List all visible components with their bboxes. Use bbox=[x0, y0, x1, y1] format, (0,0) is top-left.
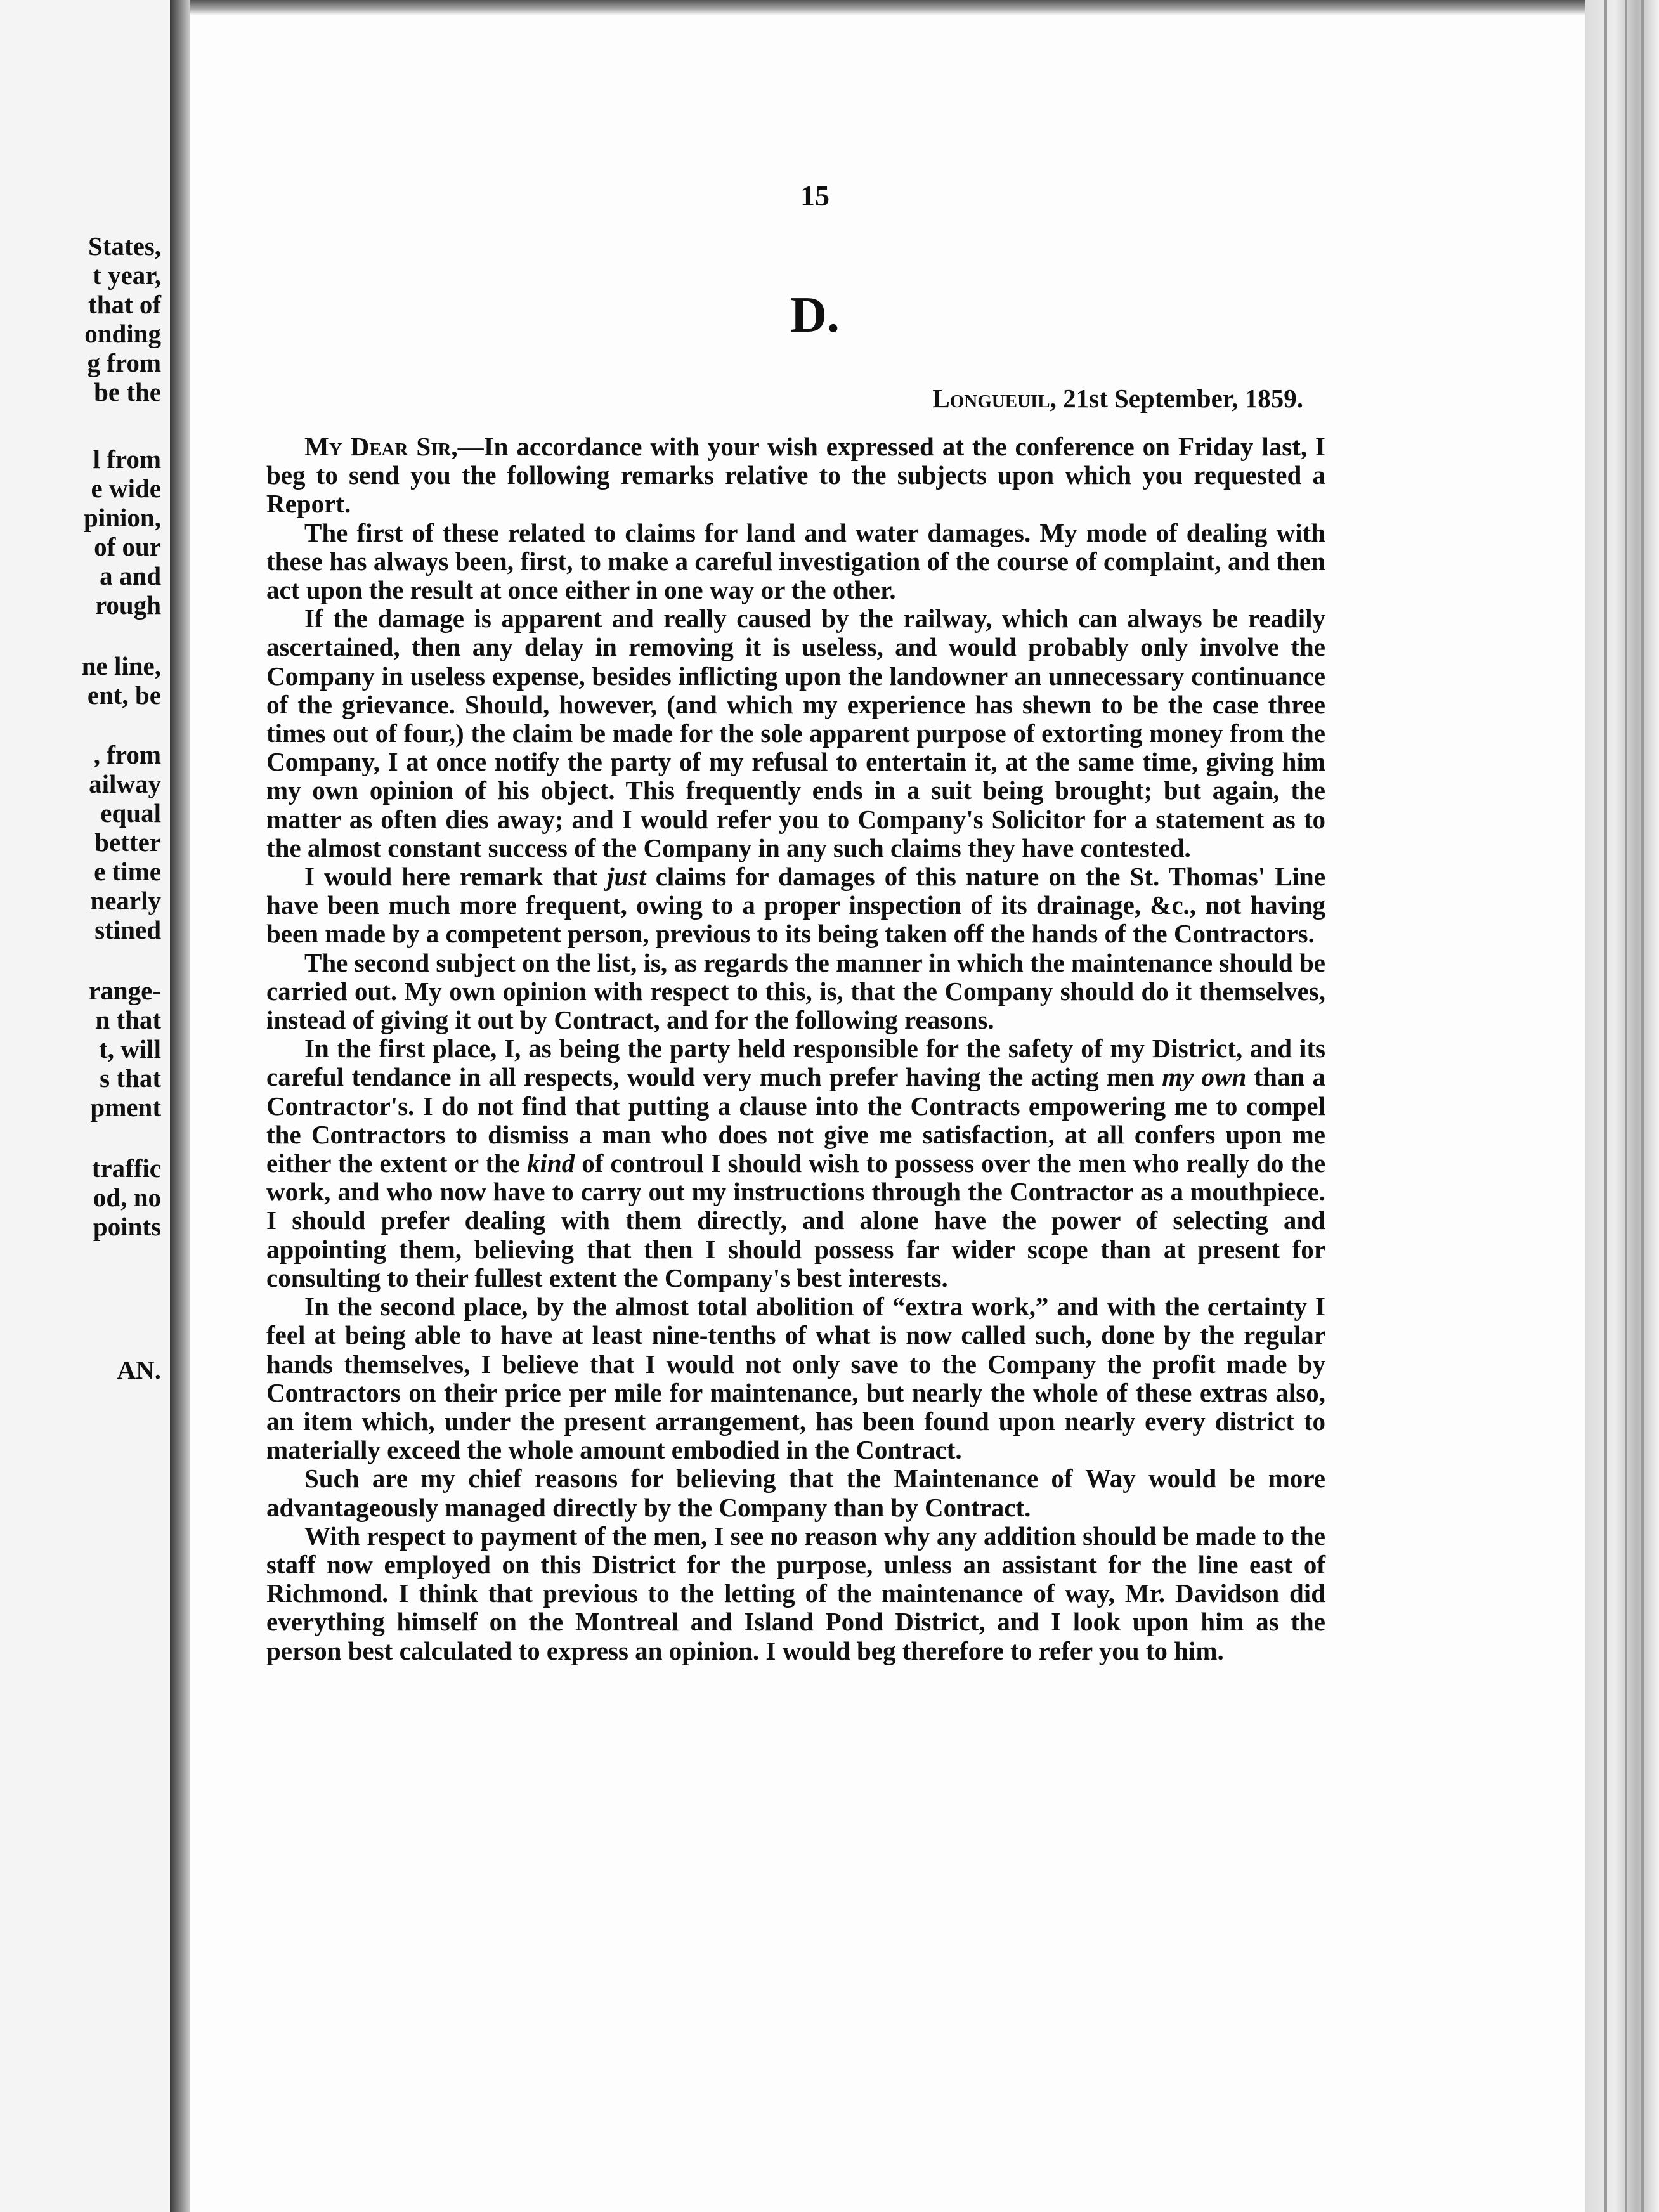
paragraph-text: than a Contractor's. I do not find that putting a clause into the Contracts empowering me to compel the Contractors to dismiss a man who does not give me satisfaction, at all confers upon me either the extent or the bbox=[266, 1062, 1326, 1178]
paragraph-chief-reasons: Such are my chief reasons for believing that the Maintenance of Way would be more advantageously managed directly by the Company than by Contract. bbox=[266, 1464, 1325, 1522]
page-top-edge bbox=[190, 0, 1585, 15]
facing-page-line: equal bbox=[100, 798, 161, 828]
paragraph-text: claims for damages of this nature on the St. Thomas' Line have been much more frequent, owing to a proper inspection of its drainage, &c., not having been made by a competent person, previous to its being taken off the hands of the Contractors. bbox=[266, 862, 1326, 949]
salutation: My Dear Sir, bbox=[304, 432, 458, 461]
paragraph-text: In the first place, I, as being the party held responsible for the safety of my District, and its careful tendance in all respects, would very much prefer having the acting men bbox=[266, 1034, 1325, 1092]
paragraph-payment-of-men: With respect to payment of the men, I see no reason why any addition should be made to the staff now employed on this District for the purpose, unless an assistant for the line east of Richmond. I think that previous to the letting of the maintenance of way, Mr. Davidson did everything himself on the Montreal and Island Pond District, and I look upon him as the person best calculated to express an opinion. I would beg therefore to refer you to him. bbox=[266, 1521, 1325, 1665]
paragraph-salutation bbox=[266, 433, 1325, 519]
facing-page-line: ailway bbox=[89, 769, 161, 798]
facing-page-line: stined bbox=[94, 915, 161, 944]
book-gutter bbox=[170, 0, 190, 2212]
facing-page-line: ne line, bbox=[81, 651, 161, 680]
facing-page-line: traffic bbox=[91, 1154, 161, 1183]
page-number: 15 bbox=[800, 179, 829, 212]
facing-page-line: range- bbox=[89, 976, 161, 1005]
facing-page-line: AN. bbox=[117, 1355, 161, 1384]
facing-page-line: n that bbox=[95, 1005, 161, 1034]
facing-page-line: e wide bbox=[91, 474, 161, 503]
paragraph-land-water-damages: The first of these related to claims for land and water damages. My mode of dealing with these has always been, first, to make a careful investigation of the course of complaint, and then act upon the result at once either in one way or the other. bbox=[266, 517, 1325, 605]
section-heading: D. bbox=[790, 287, 840, 343]
facing-page-line: rough bbox=[94, 590, 161, 620]
facing-page-line: g from bbox=[87, 348, 161, 377]
facing-page-line: States, bbox=[88, 231, 161, 261]
facing-page-line: better bbox=[94, 828, 161, 857]
dateline-place: Longueuil, bbox=[932, 384, 1057, 413]
facing-page-line: nearly bbox=[90, 886, 161, 915]
facing-page-line: be the bbox=[94, 377, 161, 407]
letter-body bbox=[266, 433, 1325, 1665]
facing-page-line: of our bbox=[94, 532, 161, 561]
facing-page-line: a and bbox=[100, 561, 161, 590]
facing-page-line: s that bbox=[100, 1064, 161, 1093]
dateline bbox=[812, 383, 1303, 413]
facing-page-line: pinion, bbox=[84, 503, 161, 532]
emphasis-text: kind bbox=[527, 1148, 575, 1178]
facing-page-line: points bbox=[93, 1212, 161, 1241]
paragraph-st-thomas-line bbox=[266, 862, 1325, 949]
paragraph-text: —In accordance with your wish expressed at the conference on Friday last, I beg to send you the following remarks relative to the subjects upon which you requested a Report. bbox=[266, 432, 1325, 519]
facing-page-line: , from bbox=[93, 740, 161, 769]
emphasis-text: my own bbox=[1162, 1062, 1247, 1092]
facing-page-line: t year, bbox=[93, 261, 161, 290]
facing-page-line: that of bbox=[88, 290, 161, 319]
facing-page-line: pment bbox=[90, 1093, 161, 1122]
page-stack-edge bbox=[1585, 0, 1659, 2212]
facing-page-line: e time bbox=[94, 857, 161, 886]
paragraph-second-place: In the second place, by the almost total abolition of “extra work,” and with the certainty I feel at being able to have at least nine-tenths of what is now called such, done by the regular hands themselves, I believe that I would not only save to the Company the profit made by Contractors on their price per mile for maintenance, but nearly the whole of these extras also, an item which, under the present arrangement, has been found upon nearly every district to materially exceed the whole amount embodied in the Contract. bbox=[266, 1292, 1325, 1465]
paragraph-apparent-damage: If the damage is apparent and really caused by the railway, which can always be readily ascertained, then any delay in removing it is useless, and would probably only involve the Company in useless expense, besides inflicting upon the landowner an unnecessary continuance of the grievance. Should, however, (and which my experience has shewn to be the case three times out of four,) the claim be made for the sole apparent purpose of extorting money from the Company, I at once notify the party of my refusal to entertain it, at the same time, giving him my own opinion of his object. This frequently ends in a suit being brought; but again, the matter as often dies away; and I would refer you to Company's Solicitor for a statement as to the almost constant success of the Company in any such claims they have contested. bbox=[266, 604, 1325, 862]
emphasis-text: just bbox=[607, 862, 646, 892]
dateline-date: 21st September, 1859. bbox=[1063, 384, 1303, 413]
facing-page-line: l from bbox=[93, 445, 161, 474]
paragraph-maintenance-manner: The second subject on the list, is, as regards the manner in which the maintenance should be carried out. My own opinion with respect to this, is, that the Company should do it themselves, instead of giving it out by Contract, and for the following reasons. bbox=[266, 947, 1325, 1035]
facing-page-line: od, no bbox=[93, 1183, 161, 1212]
left-facing-page bbox=[0, 0, 170, 2212]
paragraph-text: of controul I should wish to possess over the men who really do the work, and who now have to carry out my instructions through the Contractor as a mouthpiece. I should prefer dealing with them directly, and alone have the power of selecting and appointing them, believing that then I should possess far wider scope than at present for consulting to their fullest extent the Company's best interests. bbox=[266, 1148, 1326, 1292]
facing-page-line: ent, be bbox=[87, 680, 161, 710]
facing-page-line: t, will bbox=[99, 1034, 161, 1064]
paragraph-text: I would here remark that bbox=[304, 862, 597, 892]
paragraph-first-place bbox=[266, 1034, 1325, 1292]
facing-page-line: onding bbox=[84, 319, 161, 348]
